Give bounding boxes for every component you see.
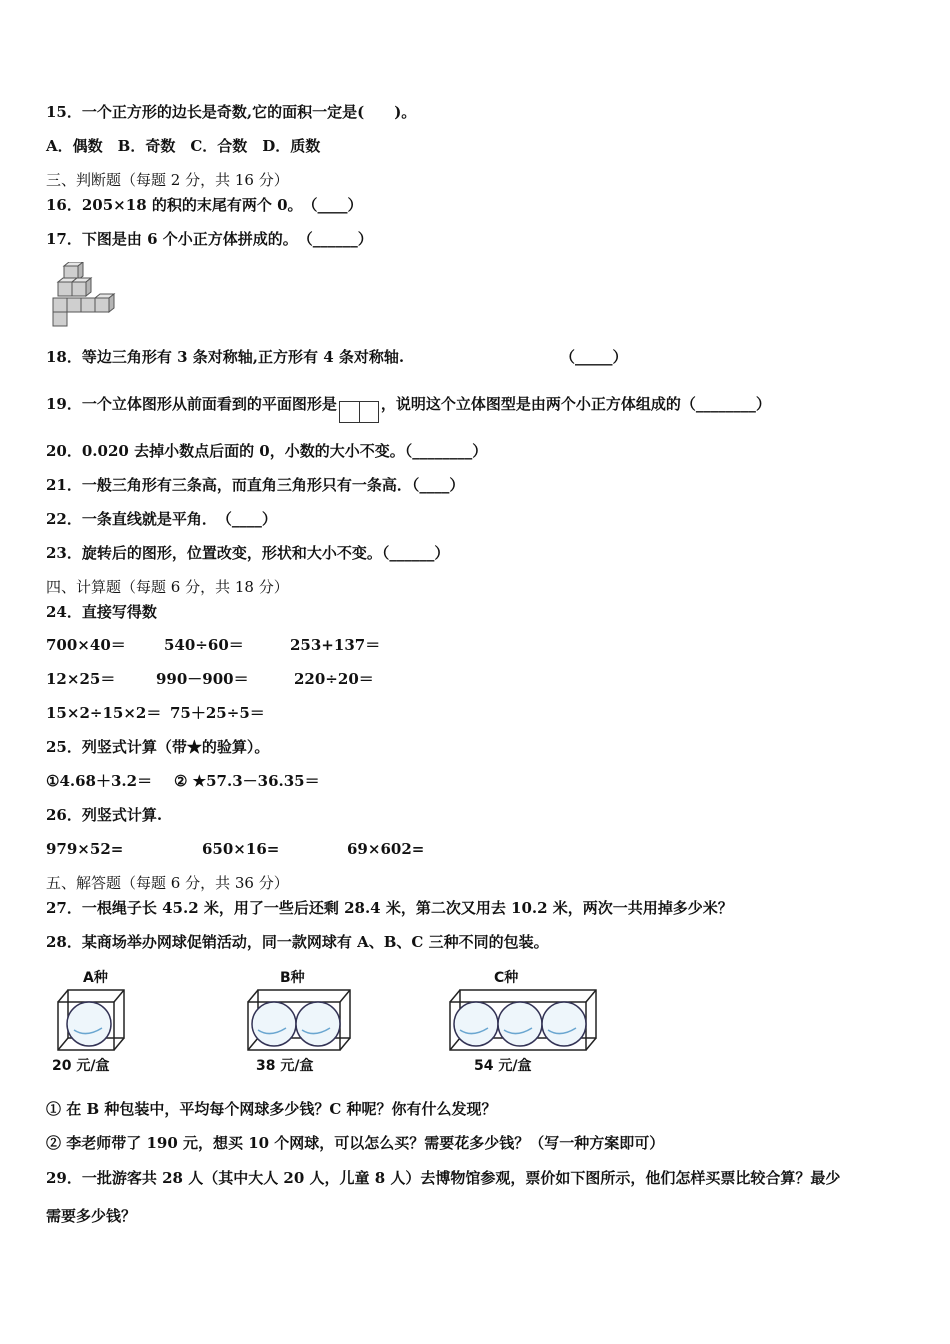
box-b-label: B种	[280, 970, 305, 986]
q25-item: ①4.68＋3.2＝	[46, 772, 153, 790]
q19	[46, 394, 771, 423]
q21: 21．一般三角形有三条高，而直角三角形只有一条高．（____）	[46, 476, 465, 494]
section-5-heading: 五、解答题（每题 6 分，共 36 分）	[46, 874, 289, 892]
q29-line2: 需要多少钱？	[46, 1207, 137, 1225]
q20: 20．0.020 去掉小数点后面的 0，小数的大小不变。（________）	[46, 442, 488, 460]
q26-item: 69×602=	[347, 840, 425, 858]
q17: 17．下图是由 6 个小正方体拼成的。 （______）	[46, 230, 373, 248]
q18-blank: （_____）	[560, 348, 628, 366]
q18-text: 18．等边三角形有 3 条对称轴,正方形有 4 条对称轴.	[46, 348, 405, 366]
q15-options: A．偶数 B．奇数 C．合数 D．质数	[46, 137, 321, 155]
q28-sub2: ② 李老师带了 190 元，想买 10 个网球，可以怎么买？需要花多少钱？（写一种方案即可）	[46, 1134, 665, 1152]
q24-title: 24．直接写得数	[46, 603, 157, 621]
stacked-cubes-figure	[50, 262, 120, 328]
q19-text-before: 19．一个立体图形从前面看到的平面图形是	[46, 395, 337, 413]
q24-item: 75＋25÷5＝	[170, 704, 265, 722]
q26-item: 979×52=	[46, 840, 124, 858]
q23: 23．旋转后的图形，位置改变，形状和大小不变。（______）	[46, 544, 450, 562]
box-c-figure	[448, 988, 598, 1054]
section-4-heading: 四、计算题（每题 6 分，共 18 分）	[46, 578, 289, 596]
box-b-price: 38 元/盒	[256, 1058, 314, 1074]
box-a-figure	[56, 988, 128, 1054]
q19-text-after: ，说明这个立体图型是由两个小正方体组成的（________）	[380, 395, 771, 413]
section-3-heading: 三、判断题（每题 2 分，共 16 分）	[46, 171, 289, 189]
q24-item: 253+137＝	[290, 636, 381, 654]
q16: 16．205×18 的积的末尾有两个 0。 （____）	[46, 196, 363, 214]
q15-text: 15．一个正方形的边长是奇数,它的面积一定是( )。	[46, 103, 417, 121]
q29-line1: 29．一批游客共 28 人（其中大人 20 人，儿童 8 人）去博物馆参观，票价如下图所示，他们怎样买票比较合算？最少	[46, 1169, 841, 1187]
box-c-label: C种	[494, 970, 519, 986]
q25-item: ② ★57.3－36.35＝	[174, 772, 320, 790]
q24-item: 540÷60＝	[164, 636, 244, 654]
q28-sub1: ① 在 B 种包装中，平均每个网球多少钱？C 种呢？你有什么发现？	[46, 1100, 497, 1118]
q24-item: 220÷20＝	[294, 670, 374, 688]
box-b-figure	[246, 988, 352, 1054]
two-squares-figure	[339, 401, 379, 423]
box-a-label: A种	[83, 970, 108, 986]
q26-item: 650×16=	[202, 840, 280, 858]
q22: 22．一条直线就是平角． （____）	[46, 510, 277, 528]
box-c-price: 54 元/盒	[474, 1058, 532, 1074]
q26-title: 26．列竖式计算.	[46, 806, 163, 824]
q25-title: 25．列竖式计算（带★的验算）。	[46, 738, 270, 756]
q24-item: 12×25＝	[46, 670, 116, 688]
q28-text: 28．某商场举办网球促销活动，同一款网球有 A、B、C 三种不同的包装。	[46, 933, 549, 951]
box-a-price: 20 元/盒	[52, 1058, 110, 1074]
q27: 27．一根绳子长 45.2 米，用了一些后还剩 28.4 米，第二次又用去 10.2 米，两次一共用掉多少米？	[46, 899, 733, 917]
q24-item: 15×2÷15×2＝	[46, 704, 162, 722]
q24-item: 700×40＝	[46, 636, 126, 654]
q24-item: 990－900＝	[156, 670, 249, 688]
